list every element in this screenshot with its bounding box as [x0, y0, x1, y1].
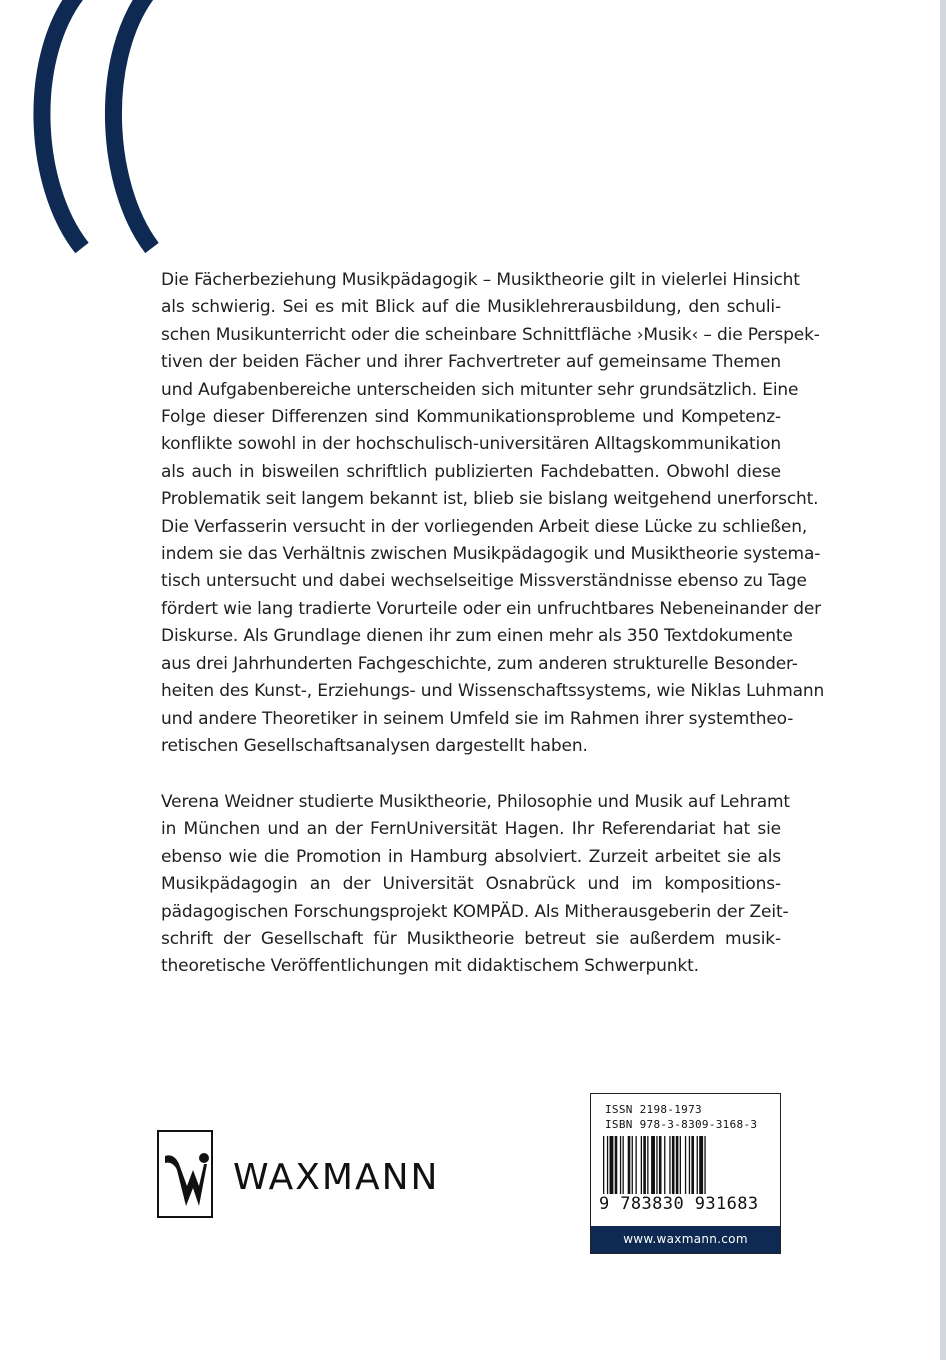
barcode-bar	[676, 1136, 679, 1194]
decorative-arcs	[0, 0, 300, 260]
blurb-line: und andere Theoretiker in seinem Umfeld sie im Rahmen ihrer systemtheo-	[161, 708, 794, 729]
blurb-line: aus drei Jahrhunderten Fachgeschichte, zum anderen strukturelle Besonder-	[161, 653, 798, 674]
barcode-bar	[632, 1136, 633, 1194]
blurb-line: retischen Gesellschaftsanalysen dargestellt haben.	[161, 735, 588, 756]
isbn-code: ISBN 978-3-8309-3168-3	[605, 1118, 758, 1131]
barcode-bar	[697, 1136, 698, 1194]
blurb-line: schen Musikunterricht oder die scheinbare Schnittfläche ›Musik‹ – die Perspek-	[161, 324, 820, 345]
bio-line: theoretische Veröffentlichungen mit didaktischem Schwerpunkt.	[161, 956, 699, 977]
barcode-bar	[689, 1136, 690, 1194]
bio-line: schrift der Gesellschaft für Musiktheorie betreut sie außerdem musik-	[161, 929, 781, 950]
blurb-line: Problematik seit langem bekannt ist, blieb sie bislang weitgehend unerforscht.	[161, 489, 819, 510]
barcode-bar	[610, 1136, 614, 1194]
publisher-name: WAXMANN	[233, 1157, 440, 1198]
barcode-bar	[656, 1136, 657, 1194]
barcode-bar	[651, 1136, 655, 1194]
blurb-line: als auch in bisweilen schriftlich publizierten Fachdebatten. Obwohl diese	[161, 461, 781, 482]
barcode-bar	[659, 1136, 662, 1194]
blurb-paragraph	[161, 267, 825, 760]
blurb-line: fördert wie lang tradierte Vorurteile oder ein unfruchtbares Nebeneinander der	[161, 598, 822, 619]
arc-inner	[113, 0, 152, 248]
blurb-line: Die Fächerbeziehung Musikpädagogik – Musiktheorie gilt in vielerlei Hinsicht	[161, 270, 800, 290]
barcode-bar	[691, 1136, 694, 1194]
bio-line: pädagogischen Forschungsprojekt KOMPÄD. Als Mitherausgeberin der Zeit-	[161, 901, 789, 922]
barcode-bar	[623, 1136, 624, 1194]
arc-outer	[42, 0, 82, 248]
blurb-line: indem sie das Verhältnis zwischen Musikpädagogik und Musiktheorie systema-	[161, 544, 821, 565]
bio-line: Musikpädagogin an der Universität Osnabrück und im kompositions-	[161, 874, 781, 895]
barcode-digits: 9 783830 931683	[599, 1194, 759, 1214]
barcode-bar	[603, 1136, 604, 1194]
barcode-bar	[607, 1136, 608, 1194]
blurb-line: konflikte sowohl in der hochschulisch-universitären Alltagskommunikation	[161, 434, 781, 455]
barcode-bar	[680, 1136, 681, 1194]
barcode-bar	[685, 1136, 686, 1194]
bio-line: Verena Weidner studierte Musiktheorie, Philosophie und Musik auf Lehramt	[161, 792, 790, 812]
barcode-bar	[704, 1136, 705, 1194]
publisher-url: www.waxmann.com	[591, 1226, 780, 1253]
bio-line: in München und an der FernUniversität Hagen. Ihr Referendariat hat sie	[161, 819, 781, 840]
blurb-line: als schwierig. Sei es mit Blick auf die Musiklehrerausbildung, den schuli-	[161, 297, 781, 318]
blurb-line: und Aufgabenbereiche unterscheiden sich mitunter sehr grundsätzlich. Eine	[161, 379, 799, 400]
blurb-line: tisch untersucht und dabei wechselseitige Missverständnisse ebenso zu Tage	[161, 571, 807, 592]
bio-line: ebenso wie die Promotion in Hamburg absolviert. Zurzeit arbeitet sie als	[161, 846, 781, 867]
barcode-bar	[641, 1136, 642, 1194]
author-bio-paragraph	[161, 789, 790, 981]
blurb-line: tiven der beiden Fächer und ihrer Fachvertreter auf gemeinsame Themen	[161, 352, 781, 373]
barcode-bar	[672, 1136, 675, 1194]
barcode-bar	[699, 1136, 703, 1194]
blurb-line: Folge dieser Differenzen sind Kommunikationsprobleme und Kompetenz-	[161, 407, 781, 428]
page-edge	[940, 0, 946, 1360]
waxmann-logo-icon	[157, 1130, 213, 1218]
barcode-bar	[628, 1136, 631, 1194]
barcode-bar	[615, 1136, 618, 1194]
issn-code: ISSN 2198-1973	[605, 1103, 702, 1116]
barcode-bars	[601, 1136, 771, 1194]
barcode-panel	[590, 1093, 781, 1254]
isbn-issn-codes	[605, 1102, 757, 1132]
blurb-line: Die Verfasserin versucht in der vorliegenden Arbeit diese Lücke zu schließen,	[161, 516, 808, 537]
barcode-bar	[664, 1136, 665, 1194]
barcode-bar	[647, 1136, 648, 1194]
barcode-bar	[669, 1136, 670, 1194]
blurb-line: Diskurse. Als Grundlage dienen ihr zum einen mehr als 350 Textdokumente	[161, 626, 793, 647]
barcode-bar	[636, 1136, 637, 1194]
blurb-line: heiten des Kunst-, Erziehungs- und Wissenschaftssystems, wie Niklas Luhmann	[161, 681, 825, 702]
barcode-bar	[643, 1136, 646, 1194]
barcode-bar	[620, 1136, 621, 1194]
